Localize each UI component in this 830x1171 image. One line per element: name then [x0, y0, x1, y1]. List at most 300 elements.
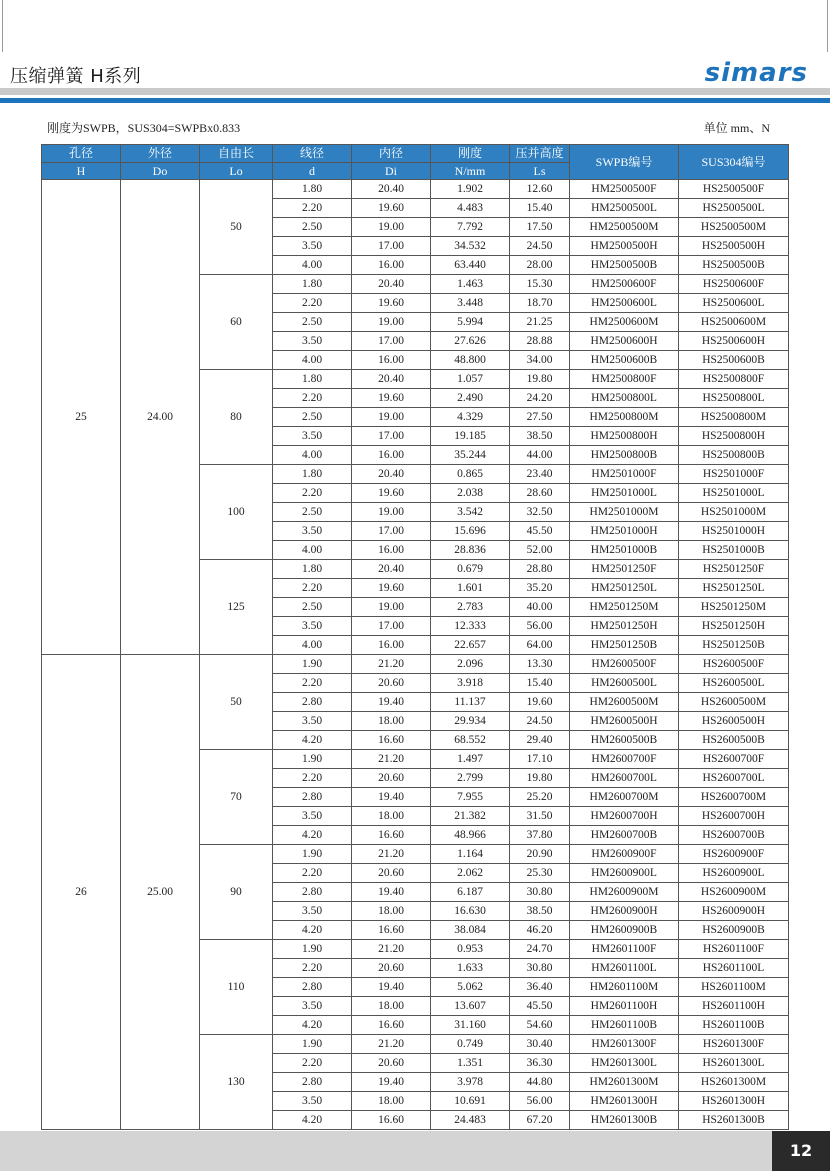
- stiffness-cell: 5.994: [431, 313, 510, 332]
- solid-height-cell: 28.60: [510, 484, 570, 503]
- swpb-code-cell: HM2501000F: [570, 465, 679, 484]
- sus304-code-cell: HS2600500L: [679, 674, 789, 693]
- col-header-swpb-code: SWPB编号: [570, 145, 679, 180]
- sus304-code-cell: HS2501250L: [679, 579, 789, 598]
- solid-height-cell: 29.40: [510, 731, 570, 750]
- solid-height-cell: 30.80: [510, 883, 570, 902]
- stiffness-cell: 3.542: [431, 503, 510, 522]
- wire-diameter-cell: 4.20: [273, 1016, 352, 1035]
- stiffness-cell: 1.633: [431, 959, 510, 978]
- inner-diameter-cell: 19.60: [352, 484, 431, 503]
- sus304-code-cell: HS2500500M: [679, 218, 789, 237]
- stiffness-cell: 68.552: [431, 731, 510, 750]
- swpb-code-cell: HM2601300H: [570, 1092, 679, 1111]
- wire-diameter-cell: 2.50: [273, 503, 352, 522]
- solid-height-cell: 44.80: [510, 1073, 570, 1092]
- inner-diameter-cell: 19.00: [352, 218, 431, 237]
- swpb-code-cell: HM2601100H: [570, 997, 679, 1016]
- spring-spec-table: [41, 144, 789, 1130]
- frame-line-right: [827, 0, 828, 52]
- page-title: 压缩弹簧 H系列: [10, 66, 142, 87]
- solid-height-cell: 25.20: [510, 788, 570, 807]
- swpb-code-cell: HM2500800F: [570, 370, 679, 389]
- sus304-code-cell: HS2601300M: [679, 1073, 789, 1092]
- outer-diameter-cell: 25.00: [121, 655, 200, 1130]
- inner-diameter-cell: 20.60: [352, 864, 431, 883]
- sus304-code-cell: HS2600500B: [679, 731, 789, 750]
- inner-diameter-cell: 18.00: [352, 807, 431, 826]
- wire-diameter-cell: 4.20: [273, 921, 352, 940]
- wire-diameter-cell: 1.90: [273, 845, 352, 864]
- swpb-code-cell: HM2601300L: [570, 1054, 679, 1073]
- inner-diameter-cell: 19.00: [352, 503, 431, 522]
- swpb-code-cell: HM2600500L: [570, 674, 679, 693]
- inner-diameter-cell: 19.60: [352, 294, 431, 313]
- sus304-code-cell: HS2501000F: [679, 465, 789, 484]
- swpb-code-cell: HM2600900F: [570, 845, 679, 864]
- sus304-code-cell: HS2501250M: [679, 598, 789, 617]
- wire-diameter-cell: 2.50: [273, 218, 352, 237]
- swpb-code-cell: HM2601300M: [570, 1073, 679, 1092]
- inner-diameter-cell: 19.40: [352, 978, 431, 997]
- inner-diameter-cell: 19.00: [352, 598, 431, 617]
- wire-diameter-cell: 3.50: [273, 522, 352, 541]
- stiffness-cell: 2.490: [431, 389, 510, 408]
- inner-diameter-cell: 19.60: [352, 199, 431, 218]
- solid-height-cell: 12.60: [510, 180, 570, 199]
- inner-diameter-cell: 21.20: [352, 940, 431, 959]
- sus304-code-cell: HS2601100F: [679, 940, 789, 959]
- stiffness-cell: 1.463: [431, 275, 510, 294]
- col-header-inner-diameter: 内径: [352, 145, 431, 163]
- header-blue-band: [0, 98, 830, 103]
- inner-diameter-cell: 16.60: [352, 921, 431, 940]
- free-length-cell: 110: [200, 940, 273, 1035]
- wire-diameter-cell: 2.50: [273, 598, 352, 617]
- sus304-code-cell: HS2600700F: [679, 750, 789, 769]
- col-symbol-ls: Ls: [510, 163, 570, 180]
- stiffness-cell: 7.955: [431, 788, 510, 807]
- inner-diameter-cell: 21.20: [352, 1035, 431, 1054]
- solid-height-cell: 36.30: [510, 1054, 570, 1073]
- swpb-code-cell: HM2500600M: [570, 313, 679, 332]
- sus304-code-cell: HS2600500F: [679, 655, 789, 674]
- stiffness-cell: 15.696: [431, 522, 510, 541]
- wire-diameter-cell: 4.20: [273, 826, 352, 845]
- swpb-code-cell: HM2600500B: [570, 731, 679, 750]
- solid-height-cell: 56.00: [510, 617, 570, 636]
- header-row-cn: [42, 145, 789, 163]
- frame-line-left: [2, 0, 3, 52]
- wire-diameter-cell: 2.20: [273, 864, 352, 883]
- inner-diameter-cell: 16.00: [352, 256, 431, 275]
- sus304-code-cell: HS2501000M: [679, 503, 789, 522]
- swpb-code-cell: HM2500800M: [570, 408, 679, 427]
- sus304-code-cell: HS2600700L: [679, 769, 789, 788]
- stiffness-cell: 3.918: [431, 674, 510, 693]
- inner-diameter-cell: 21.20: [352, 750, 431, 769]
- inner-diameter-cell: 20.40: [352, 275, 431, 294]
- sus304-code-cell: HS2500800M: [679, 408, 789, 427]
- stiffness-cell: 3.448: [431, 294, 510, 313]
- solid-height-cell: 13.30: [510, 655, 570, 674]
- free-length-cell: 90: [200, 845, 273, 940]
- wire-diameter-cell: 1.80: [273, 370, 352, 389]
- stiffness-cell: 31.160: [431, 1016, 510, 1035]
- stiffness-cell: 3.978: [431, 1073, 510, 1092]
- sus304-code-cell: HS2600900B: [679, 921, 789, 940]
- inner-diameter-cell: 17.00: [352, 237, 431, 256]
- solid-height-cell: 15.40: [510, 199, 570, 218]
- inner-diameter-cell: 17.00: [352, 332, 431, 351]
- stiffness-cell: 12.333: [431, 617, 510, 636]
- sus304-code-cell: HS2600900H: [679, 902, 789, 921]
- page-number: 12: [772, 1131, 830, 1171]
- inner-diameter-cell: 16.00: [352, 636, 431, 655]
- inner-diameter-cell: 20.60: [352, 1054, 431, 1073]
- free-length-cell: 70: [200, 750, 273, 845]
- inner-diameter-cell: 18.00: [352, 712, 431, 731]
- sus304-code-cell: HS2500800L: [679, 389, 789, 408]
- inner-diameter-cell: 16.00: [352, 351, 431, 370]
- solid-height-cell: 15.40: [510, 674, 570, 693]
- sus304-code-cell: HS2600900F: [679, 845, 789, 864]
- free-length-cell: 50: [200, 655, 273, 750]
- wire-diameter-cell: 3.50: [273, 712, 352, 731]
- unit-label: 单位 mm、N: [703, 121, 770, 135]
- solid-height-cell: 31.50: [510, 807, 570, 826]
- swpb-code-cell: HM2500600B: [570, 351, 679, 370]
- inner-diameter-cell: 20.40: [352, 180, 431, 199]
- solid-height-cell: 30.80: [510, 959, 570, 978]
- inner-diameter-cell: 19.40: [352, 693, 431, 712]
- solid-height-cell: 38.50: [510, 427, 570, 446]
- swpb-code-cell: HM2600700M: [570, 788, 679, 807]
- swpb-code-cell: HM2600500M: [570, 693, 679, 712]
- stiffness-cell: 1.164: [431, 845, 510, 864]
- solid-height-cell: 19.80: [510, 769, 570, 788]
- inner-diameter-cell: 19.40: [352, 1073, 431, 1092]
- solid-height-cell: 37.80: [510, 826, 570, 845]
- wire-diameter-cell: 2.20: [273, 484, 352, 503]
- inner-diameter-cell: 20.40: [352, 370, 431, 389]
- wire-diameter-cell: 2.20: [273, 769, 352, 788]
- inner-diameter-cell: 20.40: [352, 560, 431, 579]
- swpb-code-cell: HM2601100M: [570, 978, 679, 997]
- swpb-code-cell: HM2501000H: [570, 522, 679, 541]
- solid-height-cell: 15.30: [510, 275, 570, 294]
- swpb-code-cell: HM2501250B: [570, 636, 679, 655]
- sus304-code-cell: HS2500600F: [679, 275, 789, 294]
- solid-height-cell: 19.60: [510, 693, 570, 712]
- solid-height-cell: 21.25: [510, 313, 570, 332]
- swpb-code-cell: HM2600500H: [570, 712, 679, 731]
- hole-diameter-cell: 25: [42, 180, 121, 655]
- sus304-code-cell: HS2601100M: [679, 978, 789, 997]
- wire-diameter-cell: 4.00: [273, 636, 352, 655]
- inner-diameter-cell: 18.00: [352, 997, 431, 1016]
- wire-diameter-cell: 4.00: [273, 541, 352, 560]
- sus304-code-cell: HS2600700H: [679, 807, 789, 826]
- solid-height-cell: 28.88: [510, 332, 570, 351]
- solid-height-cell: 24.20: [510, 389, 570, 408]
- swpb-code-cell: HM2500600H: [570, 332, 679, 351]
- stiffness-cell: 2.096: [431, 655, 510, 674]
- wire-diameter-cell: 2.20: [273, 199, 352, 218]
- solid-height-cell: 40.00: [510, 598, 570, 617]
- wire-diameter-cell: 1.90: [273, 1035, 352, 1054]
- wire-diameter-cell: 1.80: [273, 275, 352, 294]
- solid-height-cell: 45.50: [510, 997, 570, 1016]
- inner-diameter-cell: 19.60: [352, 579, 431, 598]
- solid-height-cell: 24.50: [510, 712, 570, 731]
- inner-diameter-cell: 20.60: [352, 769, 431, 788]
- solid-height-cell: 32.50: [510, 503, 570, 522]
- inner-diameter-cell: 17.00: [352, 522, 431, 541]
- wire-diameter-cell: 1.80: [273, 180, 352, 199]
- wire-diameter-cell: 2.80: [273, 1073, 352, 1092]
- col-header-outer-diameter: 外径: [121, 145, 200, 163]
- stiffness-cell: 24.483: [431, 1111, 510, 1130]
- solid-height-cell: 17.10: [510, 750, 570, 769]
- wire-diameter-cell: 2.20: [273, 579, 352, 598]
- stiffness-cell: 27.626: [431, 332, 510, 351]
- swpb-code-cell: HM2501250H: [570, 617, 679, 636]
- sus304-code-cell: HS2600700M: [679, 788, 789, 807]
- solid-height-cell: 17.50: [510, 218, 570, 237]
- sus304-code-cell: HS2600500H: [679, 712, 789, 731]
- stiffness-cell: 4.329: [431, 408, 510, 427]
- stiffness-cell: 29.934: [431, 712, 510, 731]
- swpb-code-cell: HM2501250F: [570, 560, 679, 579]
- stiffness-cell: 21.382: [431, 807, 510, 826]
- sus304-code-cell: HS2500600M: [679, 313, 789, 332]
- solid-height-cell: 30.40: [510, 1035, 570, 1054]
- swpb-code-cell: HM2500500M: [570, 218, 679, 237]
- sus304-code-cell: HS2500500B: [679, 256, 789, 275]
- sus304-code-cell: HS2601100B: [679, 1016, 789, 1035]
- swpb-code-cell: HM2500500H: [570, 237, 679, 256]
- stiffness-note: 刚度为SWPB，SUS304=SWPBx0.833: [47, 121, 241, 135]
- wire-diameter-cell: 4.20: [273, 1111, 352, 1130]
- stiffness-cell: 5.062: [431, 978, 510, 997]
- swpb-code-cell: HM2501250M: [570, 598, 679, 617]
- inner-diameter-cell: 16.60: [352, 1111, 431, 1130]
- stiffness-cell: 38.084: [431, 921, 510, 940]
- stiffness-cell: 10.691: [431, 1092, 510, 1111]
- wire-diameter-cell: 3.50: [273, 997, 352, 1016]
- stiffness-cell: 2.062: [431, 864, 510, 883]
- wire-diameter-cell: 4.00: [273, 351, 352, 370]
- solid-height-cell: 36.40: [510, 978, 570, 997]
- swpb-code-cell: HM2500600L: [570, 294, 679, 313]
- stiffness-cell: 1.601: [431, 579, 510, 598]
- stiffness-cell: 1.497: [431, 750, 510, 769]
- stiffness-cell: 0.679: [431, 560, 510, 579]
- wire-diameter-cell: 1.90: [273, 655, 352, 674]
- swpb-code-cell: HM2501000M: [570, 503, 679, 522]
- col-header-wire-diameter: 线径: [273, 145, 352, 163]
- sus304-code-cell: HS2601300L: [679, 1054, 789, 1073]
- sus304-code-cell: HS2500500H: [679, 237, 789, 256]
- sus304-code-cell: HS2600500M: [679, 693, 789, 712]
- solid-height-cell: 35.20: [510, 579, 570, 598]
- wire-diameter-cell: 1.90: [273, 750, 352, 769]
- col-header-free-length: 自由长: [200, 145, 273, 163]
- swpb-code-cell: HM2600900B: [570, 921, 679, 940]
- solid-height-cell: 28.80: [510, 560, 570, 579]
- stiffness-cell: 0.749: [431, 1035, 510, 1054]
- solid-height-cell: 56.00: [510, 1092, 570, 1111]
- wire-diameter-cell: 2.50: [273, 313, 352, 332]
- swpb-code-cell: HM2500800H: [570, 427, 679, 446]
- wire-diameter-cell: 3.50: [273, 1092, 352, 1111]
- solid-height-cell: 25.30: [510, 864, 570, 883]
- sus304-code-cell: HS2601300H: [679, 1092, 789, 1111]
- free-length-cell: 50: [200, 180, 273, 275]
- stiffness-cell: 48.800: [431, 351, 510, 370]
- sus304-code-cell: HS2601300B: [679, 1111, 789, 1130]
- table-row: [42, 180, 789, 199]
- swpb-code-cell: HM2600500F: [570, 655, 679, 674]
- solid-height-cell: 45.50: [510, 522, 570, 541]
- inner-diameter-cell: 19.60: [352, 389, 431, 408]
- col-header-sus304-code: SUS304编号: [679, 145, 789, 180]
- sus304-code-cell: HS2500800B: [679, 446, 789, 465]
- swpb-code-cell: HM2601300B: [570, 1111, 679, 1130]
- sus304-code-cell: HS2500500L: [679, 199, 789, 218]
- sus304-code-cell: HS2500800H: [679, 427, 789, 446]
- stiffness-cell: 1.057: [431, 370, 510, 389]
- swpb-code-cell: HM2600700H: [570, 807, 679, 826]
- header-gray-band: [0, 88, 830, 95]
- inner-diameter-cell: 18.00: [352, 1092, 431, 1111]
- sus304-code-cell: HS2601100L: [679, 959, 789, 978]
- inner-diameter-cell: 17.00: [352, 617, 431, 636]
- stiffness-cell: 48.966: [431, 826, 510, 845]
- sus304-code-cell: HS2601300F: [679, 1035, 789, 1054]
- wire-diameter-cell: 3.50: [273, 427, 352, 446]
- solid-height-cell: 24.70: [510, 940, 570, 959]
- stiffness-cell: 0.953: [431, 940, 510, 959]
- sus304-code-cell: HS2500800F: [679, 370, 789, 389]
- stiffness-cell: 35.244: [431, 446, 510, 465]
- sus304-code-cell: HS2501000H: [679, 522, 789, 541]
- col-header-hole: 孔径: [42, 145, 121, 163]
- solid-height-cell: 67.20: [510, 1111, 570, 1130]
- swpb-code-cell: HM2500500B: [570, 256, 679, 275]
- sus304-code-cell: HS2501000B: [679, 541, 789, 560]
- wire-diameter-cell: 1.80: [273, 560, 352, 579]
- sus304-code-cell: HS2501250H: [679, 617, 789, 636]
- wire-diameter-cell: 1.90: [273, 940, 352, 959]
- solid-height-cell: 54.60: [510, 1016, 570, 1035]
- col-symbol-unit: N/mm: [431, 163, 510, 180]
- wire-diameter-cell: 4.20: [273, 731, 352, 750]
- stiffness-cell: 63.440: [431, 256, 510, 275]
- wire-diameter-cell: 1.80: [273, 465, 352, 484]
- wire-diameter-cell: 3.50: [273, 332, 352, 351]
- inner-diameter-cell: 16.60: [352, 1016, 431, 1035]
- inner-diameter-cell: 21.20: [352, 845, 431, 864]
- stiffness-cell: 28.836: [431, 541, 510, 560]
- inner-diameter-cell: 20.40: [352, 465, 431, 484]
- wire-diameter-cell: 2.20: [273, 959, 352, 978]
- solid-height-cell: 28.00: [510, 256, 570, 275]
- stiffness-cell: 19.185: [431, 427, 510, 446]
- solid-height-cell: 52.00: [510, 541, 570, 560]
- sus304-code-cell: HS2601100H: [679, 997, 789, 1016]
- wire-diameter-cell: 3.50: [273, 902, 352, 921]
- inner-diameter-cell: 17.00: [352, 427, 431, 446]
- wire-diameter-cell: 2.80: [273, 693, 352, 712]
- solid-height-cell: 19.80: [510, 370, 570, 389]
- stiffness-cell: 1.351: [431, 1054, 510, 1073]
- swpb-code-cell: HM2600900M: [570, 883, 679, 902]
- sus304-code-cell: HS2600700B: [679, 826, 789, 845]
- inner-diameter-cell: 16.60: [352, 826, 431, 845]
- stiffness-cell: 2.799: [431, 769, 510, 788]
- inner-diameter-cell: 19.00: [352, 408, 431, 427]
- inner-diameter-cell: 19.40: [352, 788, 431, 807]
- wire-diameter-cell: 2.80: [273, 978, 352, 997]
- solid-height-cell: 24.50: [510, 237, 570, 256]
- col-header-solid-height: 压并高度: [510, 145, 570, 163]
- sus304-code-cell: HS2600900L: [679, 864, 789, 883]
- spec-table-body: [42, 180, 789, 1130]
- swpb-code-cell: HM2601100L: [570, 959, 679, 978]
- inner-diameter-cell: 19.40: [352, 883, 431, 902]
- solid-height-cell: 44.00: [510, 446, 570, 465]
- sus304-code-cell: HS2501250B: [679, 636, 789, 655]
- swpb-code-cell: HM2501250L: [570, 579, 679, 598]
- stiffness-cell: 22.657: [431, 636, 510, 655]
- swpb-code-cell: HM2500600F: [570, 275, 679, 294]
- solid-height-cell: 34.00: [510, 351, 570, 370]
- swpb-code-cell: HM2500500L: [570, 199, 679, 218]
- swpb-code-cell: HM2500800L: [570, 389, 679, 408]
- free-length-cell: 130: [200, 1035, 273, 1130]
- free-length-cell: 80: [200, 370, 273, 465]
- stiffness-cell: 16.630: [431, 902, 510, 921]
- wire-diameter-cell: 4.00: [273, 446, 352, 465]
- col-symbol-h: H: [42, 163, 121, 180]
- inner-diameter-cell: 18.00: [352, 902, 431, 921]
- sus304-code-cell: HS2500600B: [679, 351, 789, 370]
- sus304-code-cell: HS2600900M: [679, 883, 789, 902]
- hole-diameter-cell: 26: [42, 655, 121, 1130]
- swpb-code-cell: HM2501000L: [570, 484, 679, 503]
- col-header-stiffness: 刚度: [431, 145, 510, 163]
- swpb-code-cell: HM2600700B: [570, 826, 679, 845]
- wire-diameter-cell: 2.80: [273, 788, 352, 807]
- swpb-code-cell: HM2600700F: [570, 750, 679, 769]
- solid-height-cell: 20.90: [510, 845, 570, 864]
- inner-diameter-cell: 16.60: [352, 731, 431, 750]
- sus304-code-cell: HS2500600L: [679, 294, 789, 313]
- sus304-code-cell: HS2500500F: [679, 180, 789, 199]
- swpb-code-cell: HM2600700L: [570, 769, 679, 788]
- inner-diameter-cell: 20.60: [352, 959, 431, 978]
- swpb-code-cell: HM2600900H: [570, 902, 679, 921]
- stiffness-cell: 2.038: [431, 484, 510, 503]
- free-length-cell: 125: [200, 560, 273, 655]
- inner-diameter-cell: 21.20: [352, 655, 431, 674]
- sus304-code-cell: HS2501000L: [679, 484, 789, 503]
- stiffness-cell: 7.792: [431, 218, 510, 237]
- stiffness-cell: 6.187: [431, 883, 510, 902]
- col-symbol-do: Do: [121, 163, 200, 180]
